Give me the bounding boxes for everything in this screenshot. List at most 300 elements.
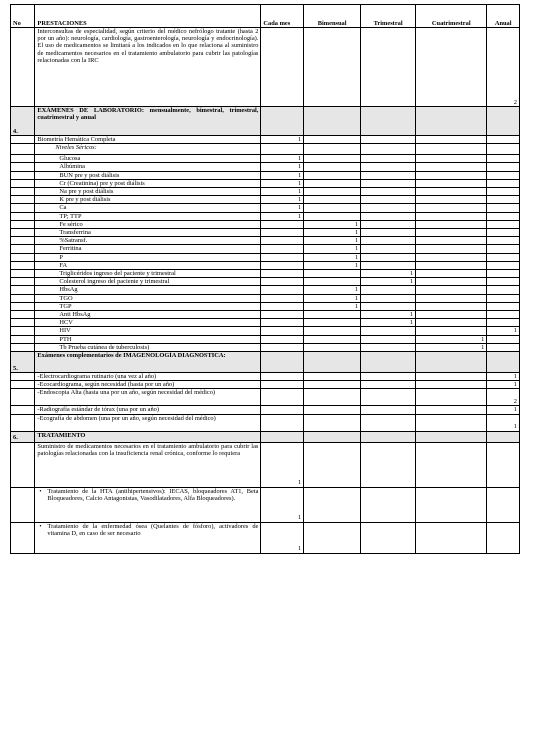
table-cell (11, 327, 35, 335)
table-cell (487, 522, 520, 553)
row-text: -Endoscopia Alta (hasta una por un año, según necesidad del médico) (35, 389, 261, 406)
table-cell (261, 278, 304, 286)
table-row (11, 270, 520, 278)
section-row (11, 431, 520, 442)
row-text: Suministro de medicamentos necesarios en el tratamiento ambulatorio para cubrir las patologías relacionadas con la insuficiencia renal crónica, conforme lo requiera (35, 442, 261, 487)
table-cell (361, 107, 416, 136)
table-cell (304, 188, 361, 196)
col-header-anual: Anual (487, 5, 520, 28)
table-cell (416, 220, 487, 228)
table-cell (11, 487, 35, 522)
table-cell (304, 171, 361, 179)
table-row (11, 28, 520, 107)
table-cell (487, 270, 520, 278)
cell-mes: 1 (261, 179, 304, 187)
table-cell (304, 431, 361, 442)
table-cell (361, 253, 416, 261)
table-cell (416, 163, 487, 171)
table-cell (261, 237, 304, 245)
section-number: 5. (11, 352, 35, 373)
table-cell (11, 188, 35, 196)
cell-mes: 1 (261, 163, 304, 171)
table-cell (11, 343, 35, 351)
col-header-cuatrimestral: Cuatrimestral (416, 5, 487, 28)
table-cell (261, 381, 304, 389)
row-text: • Tratamiento de la HTA (antihipertensivos): IECAS, bloqueadores AT1, Beta Bloqueadores, Calcio Antagonistas, Vasodilatadores, Alfa Bloqueadores). (35, 487, 261, 522)
table-cell (261, 373, 304, 381)
table-row (11, 442, 520, 487)
row-text: BUN pre y post diálisis (35, 171, 261, 179)
table-cell (304, 270, 361, 278)
row-text: K pre y post diálisis (35, 196, 261, 204)
cell-mes: 1 (261, 204, 304, 212)
table-row (11, 319, 520, 327)
table-cell (261, 389, 304, 406)
table-cell (487, 294, 520, 302)
table-cell (361, 237, 416, 245)
table-row (11, 163, 520, 171)
cell-mes: 1 (261, 487, 304, 522)
table-cell (261, 319, 304, 327)
table-cell (487, 144, 520, 155)
table-cell (261, 144, 304, 155)
table-cell (11, 406, 35, 414)
table-cell (361, 155, 416, 163)
table-cell (416, 522, 487, 553)
table-cell (487, 311, 520, 319)
cell-mes: 1 (261, 522, 304, 553)
table-cell (361, 487, 416, 522)
table-cell (361, 406, 416, 414)
table-cell (11, 229, 35, 237)
table-cell (416, 171, 487, 179)
table-cell (487, 319, 520, 327)
table-cell (261, 327, 304, 335)
table-cell (304, 163, 361, 171)
table-cell (416, 487, 487, 522)
cell-anual: 1 (487, 381, 520, 389)
table-cell (487, 220, 520, 228)
section-title: TRATAMIENTO (35, 431, 261, 442)
table-cell (487, 431, 520, 442)
section-title: Exámenes complementarios de IMAGENOLOGÍA DIAGNOSTICA: (35, 352, 261, 373)
row-text: P (35, 253, 261, 261)
table-cell (361, 373, 416, 381)
cell-tri: 1 (361, 270, 416, 278)
cell-mes: 1 (261, 136, 304, 144)
table-cell (361, 261, 416, 269)
table-row (11, 335, 520, 343)
table-cell (487, 155, 520, 163)
row-text: TGO (35, 294, 261, 302)
table-cell (11, 381, 35, 389)
table-cell (261, 343, 304, 351)
table-cell (11, 442, 35, 487)
table-row (11, 253, 520, 261)
table-cell (11, 220, 35, 228)
table-cell (361, 212, 416, 220)
cell-mes: 1 (261, 442, 304, 487)
table-cell (361, 294, 416, 302)
table-cell (11, 389, 35, 406)
col-header-no: No (11, 5, 35, 28)
table-cell (361, 245, 416, 253)
table-cell (416, 245, 487, 253)
table-row (11, 220, 520, 228)
table-cell (11, 302, 35, 310)
table-cell (11, 245, 35, 253)
table-cell (304, 487, 361, 522)
table-cell (361, 171, 416, 179)
cell-tri: 1 (361, 278, 416, 286)
table-cell (487, 237, 520, 245)
table-cell (261, 220, 304, 228)
cell-bim: 1 (304, 245, 361, 253)
table-cell (416, 253, 487, 261)
table-cell (261, 431, 304, 442)
table-row (11, 212, 520, 220)
cell-bim: 1 (304, 294, 361, 302)
table-row (11, 237, 520, 245)
row-text: Triglicéridos ingreso del paciente y trimestral (35, 270, 261, 278)
table-cell (361, 204, 416, 212)
table-row (11, 522, 520, 553)
table-cell (304, 155, 361, 163)
table-cell (261, 107, 304, 136)
table-cell (304, 381, 361, 389)
table-cell (361, 136, 416, 144)
table-cell (304, 327, 361, 335)
table-cell (487, 188, 520, 196)
table-cell (416, 431, 487, 442)
table-row (11, 278, 520, 286)
cell-mes: 1 (261, 212, 304, 220)
section-number: 4. (11, 107, 35, 136)
table-row (11, 155, 520, 163)
table-row (11, 414, 520, 431)
section-row (11, 352, 520, 373)
cell-anual: 2 (487, 28, 520, 107)
row-text: Niveles Séricos: (35, 144, 261, 155)
cell-bim: 1 (304, 229, 361, 237)
row-text: %Satransf. (35, 237, 261, 245)
table-cell (361, 352, 416, 373)
table-cell (487, 196, 520, 204)
table-cell (416, 327, 487, 335)
table-row (11, 487, 520, 522)
table-cell (11, 373, 35, 381)
table-cell (11, 270, 35, 278)
table-cell (304, 414, 361, 431)
table-cell (11, 136, 35, 144)
table-cell (361, 144, 416, 155)
table-cell (361, 220, 416, 228)
col-header-trimestral: Trimestral (361, 5, 416, 28)
row-text: Glucosa (35, 155, 261, 163)
table-cell (11, 278, 35, 286)
table-cell (361, 522, 416, 553)
table-cell (416, 406, 487, 414)
table-cell (261, 335, 304, 343)
table-cell (304, 278, 361, 286)
row-text: HCV (35, 319, 261, 327)
cell-mes: 1 (261, 196, 304, 204)
table-cell (11, 196, 35, 204)
table-cell (304, 311, 361, 319)
table-cell (416, 212, 487, 220)
col-header-cada-mes: Cada mes (261, 5, 304, 28)
table-cell (487, 253, 520, 261)
row-text: Interconsultas de especialidad, según criterio del médico nefrólogo tratante (hasta 2 por un año): neurología, cardiología, gastroenterología, neurología y endocrinología). El uso de medicamentos se limitará a los indicados en lo que relaciona al suministro de medicamentos necesarios en el tratamiento ambulatorio para cubrir las patologías relacionadas con la IRC (35, 28, 261, 107)
row-text: PTH (35, 335, 261, 343)
table-cell (487, 352, 520, 373)
table-cell (304, 204, 361, 212)
table-cell (11, 522, 35, 553)
table-row (11, 261, 520, 269)
table-cell (416, 381, 487, 389)
table-cell (11, 212, 35, 220)
table-cell (361, 302, 416, 310)
table-cell (487, 229, 520, 237)
table-cell (361, 286, 416, 294)
row-text: Colesterol ingreso del paciente y trimestral (35, 278, 261, 286)
table-row (11, 245, 520, 253)
table-cell (487, 278, 520, 286)
table-cell (261, 352, 304, 373)
table-cell (11, 335, 35, 343)
table-cell (261, 286, 304, 294)
row-text: TP; TTP (35, 212, 261, 220)
table-cell (487, 245, 520, 253)
table-cell (11, 163, 35, 171)
cell-bim: 1 (304, 237, 361, 245)
table-cell (361, 442, 416, 487)
table-cell (416, 237, 487, 245)
table-cell (487, 261, 520, 269)
table-cell (361, 196, 416, 204)
cell-mes: 1 (261, 171, 304, 179)
prestaciones-table (10, 4, 520, 554)
table-row (11, 294, 520, 302)
cell-bim: 1 (304, 253, 361, 261)
section-row (11, 107, 520, 136)
table-row (11, 229, 520, 237)
table-cell (361, 431, 416, 442)
row-text: HbsAg (35, 286, 261, 294)
table-cell (11, 144, 35, 155)
table-cell (304, 522, 361, 553)
table-cell (487, 442, 520, 487)
table-row (11, 302, 520, 310)
table-cell (304, 343, 361, 351)
table-row (11, 188, 520, 196)
table-row (11, 406, 520, 414)
table-cell (304, 107, 361, 136)
table-cell (416, 414, 487, 431)
table-cell (304, 373, 361, 381)
table-cell (361, 414, 416, 431)
table-cell (261, 253, 304, 261)
table-row (11, 171, 520, 179)
table-row (11, 136, 520, 144)
table-cell (361, 179, 416, 187)
table-cell (416, 107, 487, 136)
table-cell (416, 261, 487, 269)
table-cell (11, 414, 35, 431)
cell-mes: 1 (261, 188, 304, 196)
row-text: Tb Prueba cutánea de tuberculosis) (35, 343, 261, 351)
table-cell (487, 163, 520, 171)
table-cell (361, 327, 416, 335)
table-cell (261, 261, 304, 269)
table-cell (416, 179, 487, 187)
table-cell (361, 343, 416, 351)
table-cell (416, 229, 487, 237)
table-cell (487, 302, 520, 310)
col-header-prestaciones: PRESTACIONES (35, 5, 261, 28)
row-text: • Tratamiento de la enfermedad ósea (Quelantes de fósforo), activadores de vitamina D, en caso de ser necesario (35, 522, 261, 553)
table-row (11, 204, 520, 212)
header-row (11, 5, 520, 28)
table-row (11, 311, 520, 319)
row-text: Anti HbsAg (35, 311, 261, 319)
cell-anual: 2 (487, 389, 520, 406)
cell-tri: 1 (361, 319, 416, 327)
table-cell (416, 319, 487, 327)
table-cell (11, 286, 35, 294)
table-cell (416, 136, 487, 144)
table-cell (487, 487, 520, 522)
cell-tri: 1 (361, 311, 416, 319)
table-cell (261, 28, 304, 107)
row-text: FA (35, 261, 261, 269)
cell-anual: 1 (487, 373, 520, 381)
row-text: Biometría Hemática Completa (35, 136, 261, 144)
table-row (11, 389, 520, 406)
table-cell (487, 343, 520, 351)
table-row (11, 144, 520, 155)
table-cell (304, 406, 361, 414)
table-cell (416, 188, 487, 196)
table-cell (416, 204, 487, 212)
table-cell (416, 442, 487, 487)
table-cell (361, 188, 416, 196)
table-cell (261, 311, 304, 319)
cell-bim: 1 (304, 286, 361, 294)
row-text: Albúmina (35, 163, 261, 171)
table-cell (304, 319, 361, 327)
table-cell (304, 352, 361, 373)
cell-anual: 1 (487, 414, 520, 431)
row-text: Na pre y post diálisis (35, 188, 261, 196)
table-cell (361, 335, 416, 343)
table-cell (304, 196, 361, 204)
table-cell (416, 352, 487, 373)
table-cell (261, 245, 304, 253)
table-cell (11, 171, 35, 179)
table-cell (304, 389, 361, 406)
table-cell (11, 319, 35, 327)
cell-bim: 1 (304, 302, 361, 310)
table-cell (11, 179, 35, 187)
table-cell (11, 253, 35, 261)
table-cell (416, 286, 487, 294)
table-cell (361, 163, 416, 171)
table-cell (261, 294, 304, 302)
row-text: -Ecografía de abdomen (una por un año, según necesidad del médico) (35, 414, 261, 431)
table-cell (487, 107, 520, 136)
row-text: Ferritina (35, 245, 261, 253)
table-cell (416, 155, 487, 163)
table-cell (11, 237, 35, 245)
table-cell (304, 212, 361, 220)
table-cell (416, 196, 487, 204)
table-cell (361, 381, 416, 389)
table-cell (304, 442, 361, 487)
table-cell (416, 389, 487, 406)
table-cell (416, 373, 487, 381)
table-cell (487, 136, 520, 144)
row-text: Cr (Creatinina) pre y post diálisis (35, 179, 261, 187)
table-cell (304, 136, 361, 144)
table-row (11, 343, 520, 351)
table-cell (261, 229, 304, 237)
table-cell (261, 414, 304, 431)
table-cell (416, 294, 487, 302)
table-cell (261, 270, 304, 278)
table-row (11, 196, 520, 204)
table-cell (361, 389, 416, 406)
row-text: Transferrina (35, 229, 261, 237)
table-cell (304, 179, 361, 187)
row-text: HIV (35, 327, 261, 335)
table-cell (11, 155, 35, 163)
table-cell (416, 302, 487, 310)
cell-mes: 1 (261, 155, 304, 163)
table-cell (487, 212, 520, 220)
row-text: TGP (35, 302, 261, 310)
table-row (11, 373, 520, 381)
cell-bim: 1 (304, 220, 361, 228)
table-cell (487, 171, 520, 179)
table-cell (11, 311, 35, 319)
table-cell (261, 302, 304, 310)
table-cell (11, 294, 35, 302)
col-header-bimensual: Bimensual (304, 5, 361, 28)
table-cell (304, 335, 361, 343)
cell-cuat: 1 (416, 343, 487, 351)
table-cell (416, 28, 487, 107)
row-text: Ca (35, 204, 261, 212)
table-row (11, 179, 520, 187)
table-cell (487, 179, 520, 187)
section-number: 6. (11, 431, 35, 442)
row-text: -Ecocardiograma, según necesidad (hasta por un año) (35, 381, 261, 389)
table-cell (304, 28, 361, 107)
table-cell (416, 270, 487, 278)
table-cell (11, 28, 35, 107)
table-cell (361, 28, 416, 107)
table-cell (11, 261, 35, 269)
cell-cuat: 1 (416, 335, 487, 343)
table-cell (487, 335, 520, 343)
table-cell (487, 204, 520, 212)
table-cell (361, 229, 416, 237)
table-cell (261, 406, 304, 414)
cell-anual: 1 (487, 327, 520, 335)
table-cell (416, 278, 487, 286)
table-row (11, 381, 520, 389)
